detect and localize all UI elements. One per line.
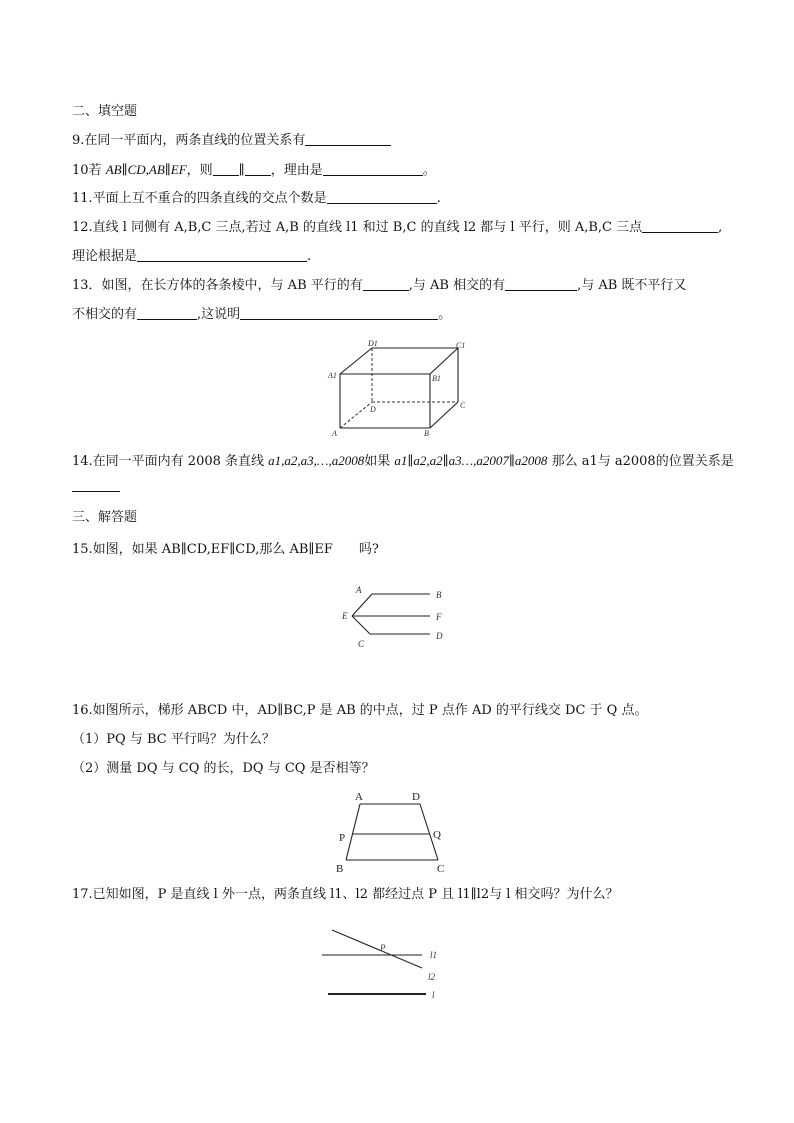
vertex-label: D1	[368, 339, 378, 348]
question-14-blank-line	[72, 478, 120, 496]
answer-blank[interactable]	[305, 132, 391, 146]
svg-text:A: A	[355, 791, 363, 803]
svg-text:l: l	[432, 990, 435, 1000]
cuboid-figure	[324, 338, 474, 438]
question-14: 14.在同一平面内有 2008 条直线 a1,a2,a3,…,a2008如果 a1∥a2,a2∥a3…,a2007∥a2008 那么 a1与 a2008的位置关系是	[72, 453, 734, 469]
svg-text:F: F	[436, 612, 442, 622]
answer-blank[interactable]	[327, 190, 437, 204]
answer-blank[interactable]	[642, 219, 718, 233]
question-12-line1: 12.直线 l 同侧有 A,B,C 三点,若过 A,B 的直线 l1 和过 B,C 的直线 l2 都与 l 平行，则 A,B,C 三点 ,	[72, 220, 723, 235]
section-answer-title: 三、解答题	[72, 510, 138, 525]
question-10: 10若 AB∥CD,AB∥EF，则 ∥ ，理由是 。	[72, 162, 436, 178]
svg-text:E: E	[342, 611, 348, 621]
vertex-label: C	[460, 401, 466, 410]
parallel-lines-figure-15	[336, 582, 456, 652]
answer-blank[interactable]	[245, 162, 271, 176]
question-9: 9.在同一平面内，两条直线的位置关系有	[72, 132, 391, 150]
answer-blank[interactable]	[137, 248, 307, 262]
question-16-part2: （2）测量 DQ 与 CQ 的长，DQ 与 CQ 是否相等？	[72, 761, 375, 776]
question-11: 11.平面上互不重合的四条直线的交点个数是 .	[72, 191, 441, 206]
question-16-line1: 16.如图所示，梯形 ABCD 中，AD∥BC,P 是 AB 的中点，过 P 点作 AD 的平行线交 DC 于 Q 点。	[72, 703, 648, 718]
svg-text:B: B	[336, 863, 344, 875]
trapezoid-figure	[330, 786, 460, 880]
vertex-label: A1	[328, 371, 337, 380]
question-15: 15.如图，如果 AB∥CD,EF∥CD,那么 AB∥EF 吗?	[72, 542, 379, 557]
svg-text:D: D	[412, 791, 420, 803]
svg-text:P: P	[380, 943, 386, 953]
answer-blank[interactable]	[72, 478, 120, 492]
svg-text:P: P	[339, 832, 346, 844]
svg-text:Q: Q	[433, 829, 441, 841]
svg-text:l2: l2	[428, 972, 436, 982]
svg-text:C: C	[437, 863, 445, 875]
answer-blank[interactable]	[505, 277, 577, 291]
svg-text:l1: l1	[430, 950, 438, 960]
question-17: 17.已知如图，P 是直线 l 外一点，两条直线 l1、l2 都经过点 P 且 l1∥l2与 l 相交吗？为什么？	[72, 887, 619, 902]
svg-text:B: B	[436, 590, 442, 600]
svg-text:A: A	[356, 585, 362, 595]
question-16-part1: （1）PQ 与 BC 平行吗？为什么？	[72, 732, 275, 747]
question-12-line2: 理论根据是 .	[72, 249, 312, 264]
svg-text:D: D	[436, 631, 443, 641]
answer-blank[interactable]	[137, 306, 197, 320]
lines-through-point-figure	[318, 924, 458, 1004]
question-13-line1: 13．如图，在长方体的各条棱中，与 AB 平行的有 ,与 AB 相交的有 ,与 AB 既不平行又	[72, 278, 687, 293]
answer-blank[interactable]	[240, 306, 438, 320]
vertex-label: A	[332, 429, 337, 438]
question-13-line2: 不相交的有 ,这说明 。	[72, 307, 452, 322]
vertex-label: B1	[432, 374, 441, 383]
answer-blank[interactable]	[323, 162, 423, 176]
section-fill-title: 二、填空题	[72, 104, 138, 119]
vertex-label: B	[424, 429, 429, 438]
vertex-label: C1	[456, 341, 466, 350]
vertex-label: D	[370, 405, 376, 414]
svg-text:C: C	[358, 639, 365, 649]
answer-blank[interactable]	[363, 277, 409, 291]
answer-blank[interactable]	[213, 162, 239, 176]
